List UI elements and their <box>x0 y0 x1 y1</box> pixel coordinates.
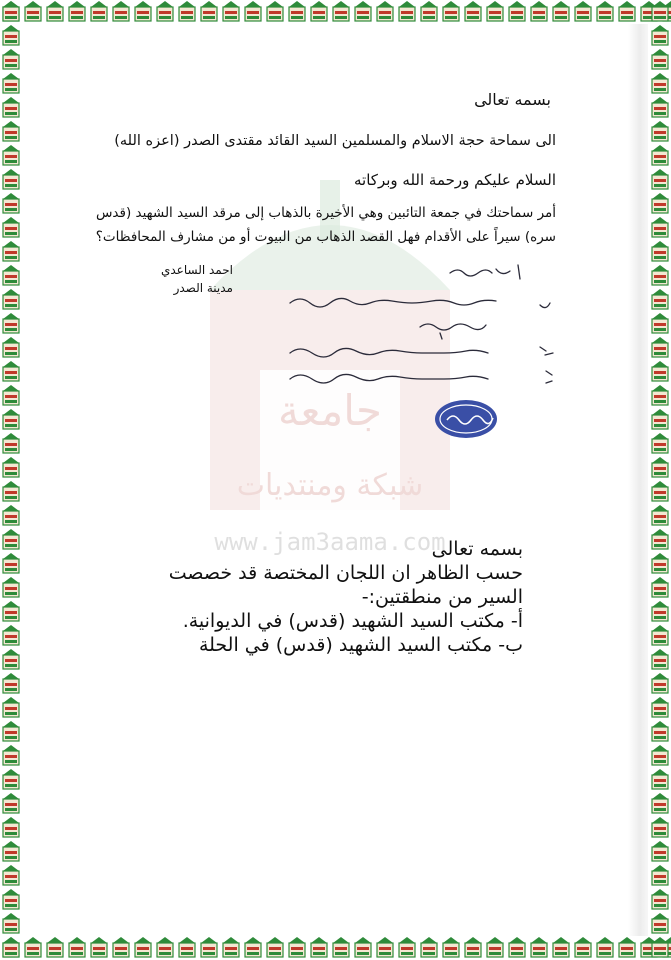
handwritten-reply <box>270 255 570 395</box>
sender-name: احمد الساعدي <box>160 263 233 277</box>
letter-addressee: الى سماحة حجة الاسلام والمسلمين السيد القائد مقتدى الصدر (اعزه الله) <box>114 133 556 149</box>
watermark-url: www.jam3aama.com <box>214 528 446 556</box>
decorative-border-top <box>0 0 671 24</box>
office-seal-stamp <box>433 398 499 440</box>
transcription-line1: حسب الظاهر ان اللجان المختصة قد خصصت <box>168 562 523 584</box>
letter-greeting: السلام عليكم ورحمة الله وبركاته <box>354 171 556 189</box>
decorative-border-right <box>649 0 671 960</box>
decorative-border-left <box>0 0 22 960</box>
sender-city: مدينة الصدر <box>173 281 233 295</box>
watermark-site-name: جامعة <box>277 386 383 435</box>
transcription-line2: السير من منطقتين:- <box>361 586 523 608</box>
transcription-item-a: أ- مكتب السيد الشهيد (قدس) في الديوانية. <box>182 610 523 632</box>
watermark-tagline: شبكة ومنتديات <box>236 468 424 503</box>
letter-question-line1: أمر سماحتك في جمعة التائبين وهي الأخيرة بالذهاب إلى مرقد السيد الشهيد (قدس <box>95 205 556 221</box>
transcription-item-b: ب- مكتب السيد الشهيد (قدس) في الحلة <box>198 634 523 656</box>
letter-basmala: بسمه تعالى <box>474 90 551 109</box>
decorative-border-bottom <box>0 936 671 960</box>
scanned-page-edge <box>628 24 648 936</box>
letter-question-line2: سره) سيراً على الأقدام فهل القصد الذهاب من البيوت أو من مشارف المحافظات؟ <box>95 229 556 245</box>
transcription-title: بسمه تعالى <box>431 538 523 560</box>
